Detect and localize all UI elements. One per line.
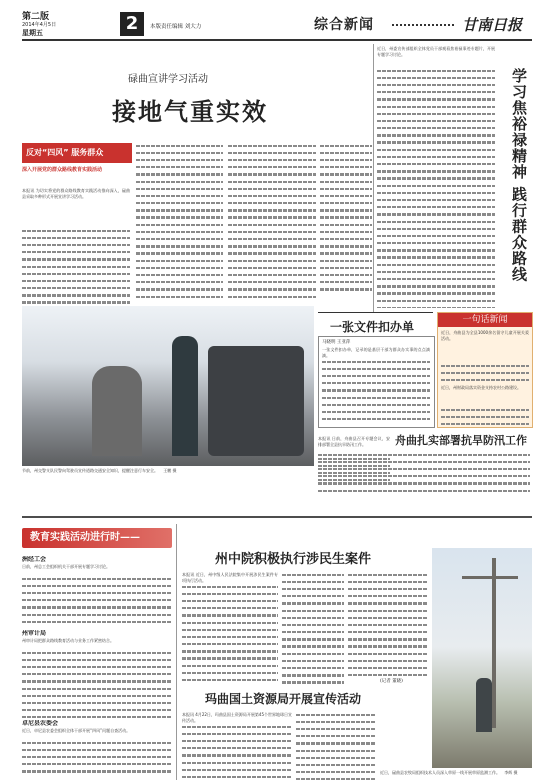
right-story-text: 近日，州委宣传部组织全体党员干部观看焦裕禄事迹专题片，开展专题学习讨论。 <box>377 46 495 57</box>
court-body-col1 <box>182 572 278 584</box>
bottom-photo-caption <box>380 770 532 782</box>
lead-body-col4 <box>320 143 372 293</box>
quote-item-2: 近日，州财政局落实资金支持农村公路建设。 <box>441 385 521 390</box>
edu-item-1-body: 日前，州总工会组织机关干部开展专题学习讨论。 <box>22 564 110 569</box>
title-dots <box>392 24 454 26</box>
court-body-text: 本报讯 近日，州中级人民法院集中开展涉民生案件专项执行活动。 <box>182 572 278 583</box>
lead-headline: 接地气重实效 <box>112 97 268 126</box>
edu-item-2-body: 州审计局把群众路线教育活动与业务工作紧密结合。 <box>22 638 114 643</box>
edu-item-1-body-cont <box>22 576 172 626</box>
lead-subhead-box <box>22 143 132 177</box>
bottom-photo-credit: 李辉 摄 <box>504 770 518 775</box>
education-banner-text: 教育实践活动进行时—— <box>30 532 140 543</box>
court-body-col2 <box>282 572 344 684</box>
court-headline: 州中院积极执行涉民生案件 <box>215 552 372 567</box>
fire-headline: 舟曲扎实部署抗旱防汛工作 <box>395 434 527 447</box>
photo-pole <box>492 558 496 728</box>
land-body-col1 <box>182 712 292 724</box>
newspaper-logo: 甘南日报 <box>462 16 523 34</box>
lead-subhead-2: 深入开展党的群众路线教育实践活动 <box>22 167 103 173</box>
edu-item-3-body: 近日，卓尼县农委会组织全体干部开展“四风”问题自查活动。 <box>22 728 131 733</box>
feature-author: 马晓明 王亚萍 <box>322 340 351 345</box>
right-story-headline: 学习焦裕禄精神 践行群众路线 <box>510 68 528 283</box>
lead-subhead: 反对“四风” 服务群众 <box>22 143 132 163</box>
right-story-body <box>377 68 495 308</box>
issue-weekday: 星期五 <box>22 29 43 37</box>
edu-item-3-head: 卓尼县农委会 <box>22 720 59 727</box>
feature-body <box>322 359 430 423</box>
section-title: 综合新闻 <box>314 17 374 33</box>
lead-body-col1-cont <box>22 228 130 304</box>
court-body-col3 <box>348 572 428 676</box>
masthead <box>0 0 550 40</box>
education-column <box>22 556 172 780</box>
main-photo-credit: 王鹏 摄 <box>163 468 177 473</box>
lower-rule <box>22 516 532 518</box>
edu-item-3 <box>22 720 172 778</box>
photo-worker <box>476 678 492 732</box>
land-body-col2 <box>296 712 376 780</box>
bottom-photo-caption-text: 近日，碌曲县农牧局组织技术人员深入草原一线开展草原监测工作。 <box>380 770 500 775</box>
quote-item-1: 近日，舟曲县为全县1000余名留守儿童开展关爱活动。 <box>441 330 529 341</box>
photo-driver <box>92 366 142 456</box>
lead-body-col2 <box>136 143 223 303</box>
edu-item-3-body-cont <box>22 740 172 774</box>
fire-body-text: 本报讯 日前，舟曲县召开专题会议，安排部署全县抗旱防汛工作。 <box>318 436 390 447</box>
issue-date: 2014年4月5日 <box>22 22 57 28</box>
edu-item-2-body-cont <box>22 650 172 718</box>
photo-car <box>208 346 304 456</box>
page-num-digit: 2 <box>125 13 139 34</box>
edu-item-2 <box>22 630 172 720</box>
bottom-photo <box>432 548 532 768</box>
edu-item-2-head: 州审计局 <box>22 630 47 637</box>
quote-item-1-cont <box>438 363 532 385</box>
page-num-badge <box>120 12 144 36</box>
quote-item-2-cont <box>438 407 532 425</box>
feature-body-top <box>322 347 430 359</box>
right-column-divider <box>373 44 374 312</box>
edu-item-1-head: 洲经工会 <box>22 556 47 563</box>
right-story-body-top <box>377 46 495 68</box>
land-body-col1-cont <box>182 724 292 780</box>
lead-body-text: 本报讯 为切实将党的群众路线教育实践活动推向深入，碌曲县采取多种形式开展宣讲学习活动。 <box>22 188 130 199</box>
quote-title: 一句话新闻 <box>438 313 532 327</box>
education-banner <box>22 528 172 548</box>
edu-item-1 <box>22 556 172 630</box>
quote-box <box>437 312 533 428</box>
land-body-text: 本报讯 4月22日，玛曲县国土资源局开展第45个世界地球日宣传活动。 <box>182 712 292 723</box>
edu-divider <box>176 524 177 780</box>
lead-kicker: 碌曲宣讲学习活动 <box>128 74 208 85</box>
editor-line: 本版责任编辑 刘大力 <box>150 24 202 30</box>
edition-block <box>22 12 82 38</box>
main-photo-caption-text: 节前，州交警支队民警向驾驶员宣传道路交通安全知识，提醒注意行车安全。 <box>22 468 158 473</box>
lead-body-col3 <box>228 143 316 303</box>
fire-body-col2 <box>318 452 530 496</box>
feature-top-rule <box>318 312 433 313</box>
feature-body-text: 一张文件扣办单，记录的是基层干部为群众办实事的点点滴滴。 <box>322 347 430 358</box>
masthead-rule <box>22 39 532 41</box>
court-body-col1-cont <box>182 584 278 684</box>
feature-title: 一张文件扣办单 <box>330 320 415 334</box>
lead-body-col1 <box>22 188 130 226</box>
main-photo <box>22 306 314 466</box>
main-photo-caption <box>22 468 314 480</box>
court-author: (记者 董晓) <box>380 679 403 684</box>
photo-pole-arm <box>462 576 518 579</box>
land-headline: 玛曲国土资源局开展宣传活动 <box>205 692 362 706</box>
photo-police-officer <box>172 336 198 456</box>
page-number: 第二版 <box>22 12 50 22</box>
feature-box <box>318 336 435 428</box>
